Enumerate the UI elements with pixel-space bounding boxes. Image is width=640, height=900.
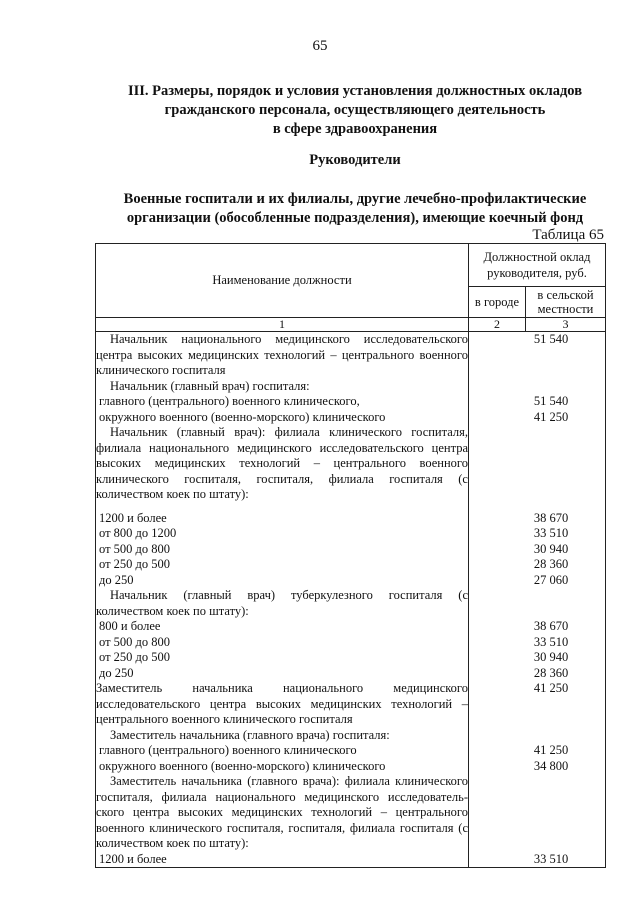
salary-row bbox=[469, 526, 605, 542]
salary-row bbox=[469, 410, 605, 426]
section-subtitle: Руководители bbox=[309, 152, 401, 168]
salary-value bbox=[469, 379, 605, 395]
salary-value: 28 360 bbox=[533, 665, 569, 680]
salary-value: 38 670 bbox=[533, 619, 569, 633]
salary-value: 38 670 bbox=[533, 510, 569, 525]
header-rural: в сельской местности bbox=[526, 287, 606, 318]
position-name: главного (центрального) военного клинического bbox=[99, 743, 357, 757]
salary-row bbox=[469, 425, 605, 503]
position-list bbox=[96, 332, 468, 867]
position-name: Начальник (главный врач) туберкулезного госпиталя (с количеством коек по штату): bbox=[96, 588, 468, 618]
salary-value bbox=[469, 588, 605, 604]
salary-row bbox=[469, 332, 605, 379]
section-title-line: в сфере здравоохранения bbox=[272, 121, 438, 137]
position-name: от 800 до 1200 bbox=[99, 526, 177, 540]
salary-value: 30 940 bbox=[533, 541, 569, 556]
salary-value: 51 540 bbox=[533, 394, 569, 408]
salary-value: 34 800 bbox=[533, 758, 569, 773]
salary-row bbox=[469, 681, 605, 728]
salary-value bbox=[469, 774, 605, 790]
position-name: главного (центрального) военного клинического, bbox=[99, 394, 360, 408]
header-col-number-3: 3 bbox=[526, 318, 606, 332]
table-label: Таблица 65 bbox=[532, 227, 604, 243]
salary-row bbox=[469, 774, 605, 852]
page-number: 65 bbox=[312, 38, 328, 54]
position-name: окружного военного (военно-морского) клинического bbox=[99, 409, 386, 424]
section-title-line: III. Размеры, порядок и условия установления должностных окладов bbox=[127, 83, 583, 99]
salary-row bbox=[469, 852, 605, 868]
salary-row bbox=[469, 511, 605, 527]
position-name: 800 и более bbox=[99, 619, 161, 633]
position-name: 1200 и более bbox=[99, 510, 167, 525]
section-title bbox=[100, 82, 610, 139]
header-col-number-1: 1 bbox=[96, 318, 469, 332]
table-heading-line: Военные госпитали и их филиалы, другие лечебно-профилактические bbox=[123, 191, 587, 207]
position-name: Начальник (главный врач): филиала клинического госпиталя, филиала национального медицинского исследовательского центра высоких медицинских технологий – центрального военного клинического госпиталя, госпиталя, филиала госпиталя (с количеством коек по штату): bbox=[96, 425, 468, 501]
position-name: до 250 bbox=[99, 572, 134, 587]
salary-value: 41 250 bbox=[533, 409, 569, 424]
salary-value: 28 360 bbox=[533, 557, 569, 571]
position-name: до 250 bbox=[99, 665, 134, 680]
header-salary: Должностной оклад руководителя, руб. bbox=[469, 244, 606, 287]
salary-value: 27 060 bbox=[533, 572, 569, 587]
salary-row bbox=[469, 728, 605, 744]
salary-row bbox=[469, 557, 605, 573]
salary-value bbox=[469, 425, 605, 441]
table-heading-line: организации (обособленные подразделения), имеющие коечный фонд bbox=[126, 210, 584, 226]
salary-row bbox=[469, 394, 605, 410]
salary-row bbox=[469, 588, 605, 619]
position-name: от 500 до 800 bbox=[99, 634, 171, 649]
position-name: от 250 до 500 bbox=[99, 557, 171, 571]
salary-row bbox=[469, 635, 605, 651]
salary-value: 30 940 bbox=[533, 650, 569, 664]
salary-row bbox=[469, 379, 605, 395]
position-name: Начальник (главный врач) госпиталя: bbox=[110, 378, 310, 393]
position-name: 1200 и более bbox=[99, 851, 167, 866]
salary-row bbox=[469, 542, 605, 558]
header-position-name: Наименование должности bbox=[96, 244, 469, 318]
salary-row bbox=[469, 619, 605, 635]
position-name: Заместитель начальника (главного врача) госпиталя: bbox=[110, 727, 390, 742]
salary-row bbox=[469, 650, 605, 666]
salary-list bbox=[469, 332, 605, 867]
position-column bbox=[96, 332, 469, 868]
section-title-line: гражданского персонала, осуществляющего деятельность bbox=[164, 102, 546, 118]
table-heading bbox=[100, 190, 610, 228]
salary-value bbox=[469, 728, 605, 744]
position-name: Заместитель начальника национального медицинского исследовательского центра высоких медицинских технологий – центрального военного клинического госпиталя bbox=[96, 681, 468, 726]
salary-value: 33 510 bbox=[533, 634, 569, 649]
position-name: Заместитель начальника (главного врача): филиала клинического госпиталя, филиала национального медицинского исследователь-ского центра высоких медицинских технологий – центрального военного клинического госпиталя, госпиталя, филиала госпиталя (с количеством коек по штату): bbox=[96, 774, 468, 850]
salary-row bbox=[469, 759, 605, 775]
salary-value: 41 250 bbox=[533, 743, 569, 757]
salary-table bbox=[95, 243, 606, 868]
position-name: от 500 до 800 bbox=[99, 541, 171, 556]
header-city: в городе bbox=[469, 287, 526, 318]
salary-value: 41 250 bbox=[533, 681, 569, 695]
salary-value: 51 540 bbox=[533, 332, 569, 346]
row-spacer bbox=[469, 503, 605, 511]
salary-column bbox=[469, 332, 606, 868]
position-name: окружного военного (военно-морского) клинического bbox=[99, 758, 386, 773]
position-name: от 250 до 500 bbox=[99, 650, 171, 664]
salary-value: 33 510 bbox=[533, 526, 569, 540]
salary-row bbox=[469, 573, 605, 589]
row-spacer bbox=[96, 503, 468, 511]
salary-row bbox=[469, 666, 605, 682]
position-name: Начальник национального медицинского исследовательского центра высоких медицинских технологий – центрального военного клинического госпиталя bbox=[96, 332, 468, 377]
salary-value: 33 510 bbox=[533, 851, 569, 866]
header-col-number-2: 2 bbox=[469, 318, 526, 332]
salary-row bbox=[469, 743, 605, 759]
